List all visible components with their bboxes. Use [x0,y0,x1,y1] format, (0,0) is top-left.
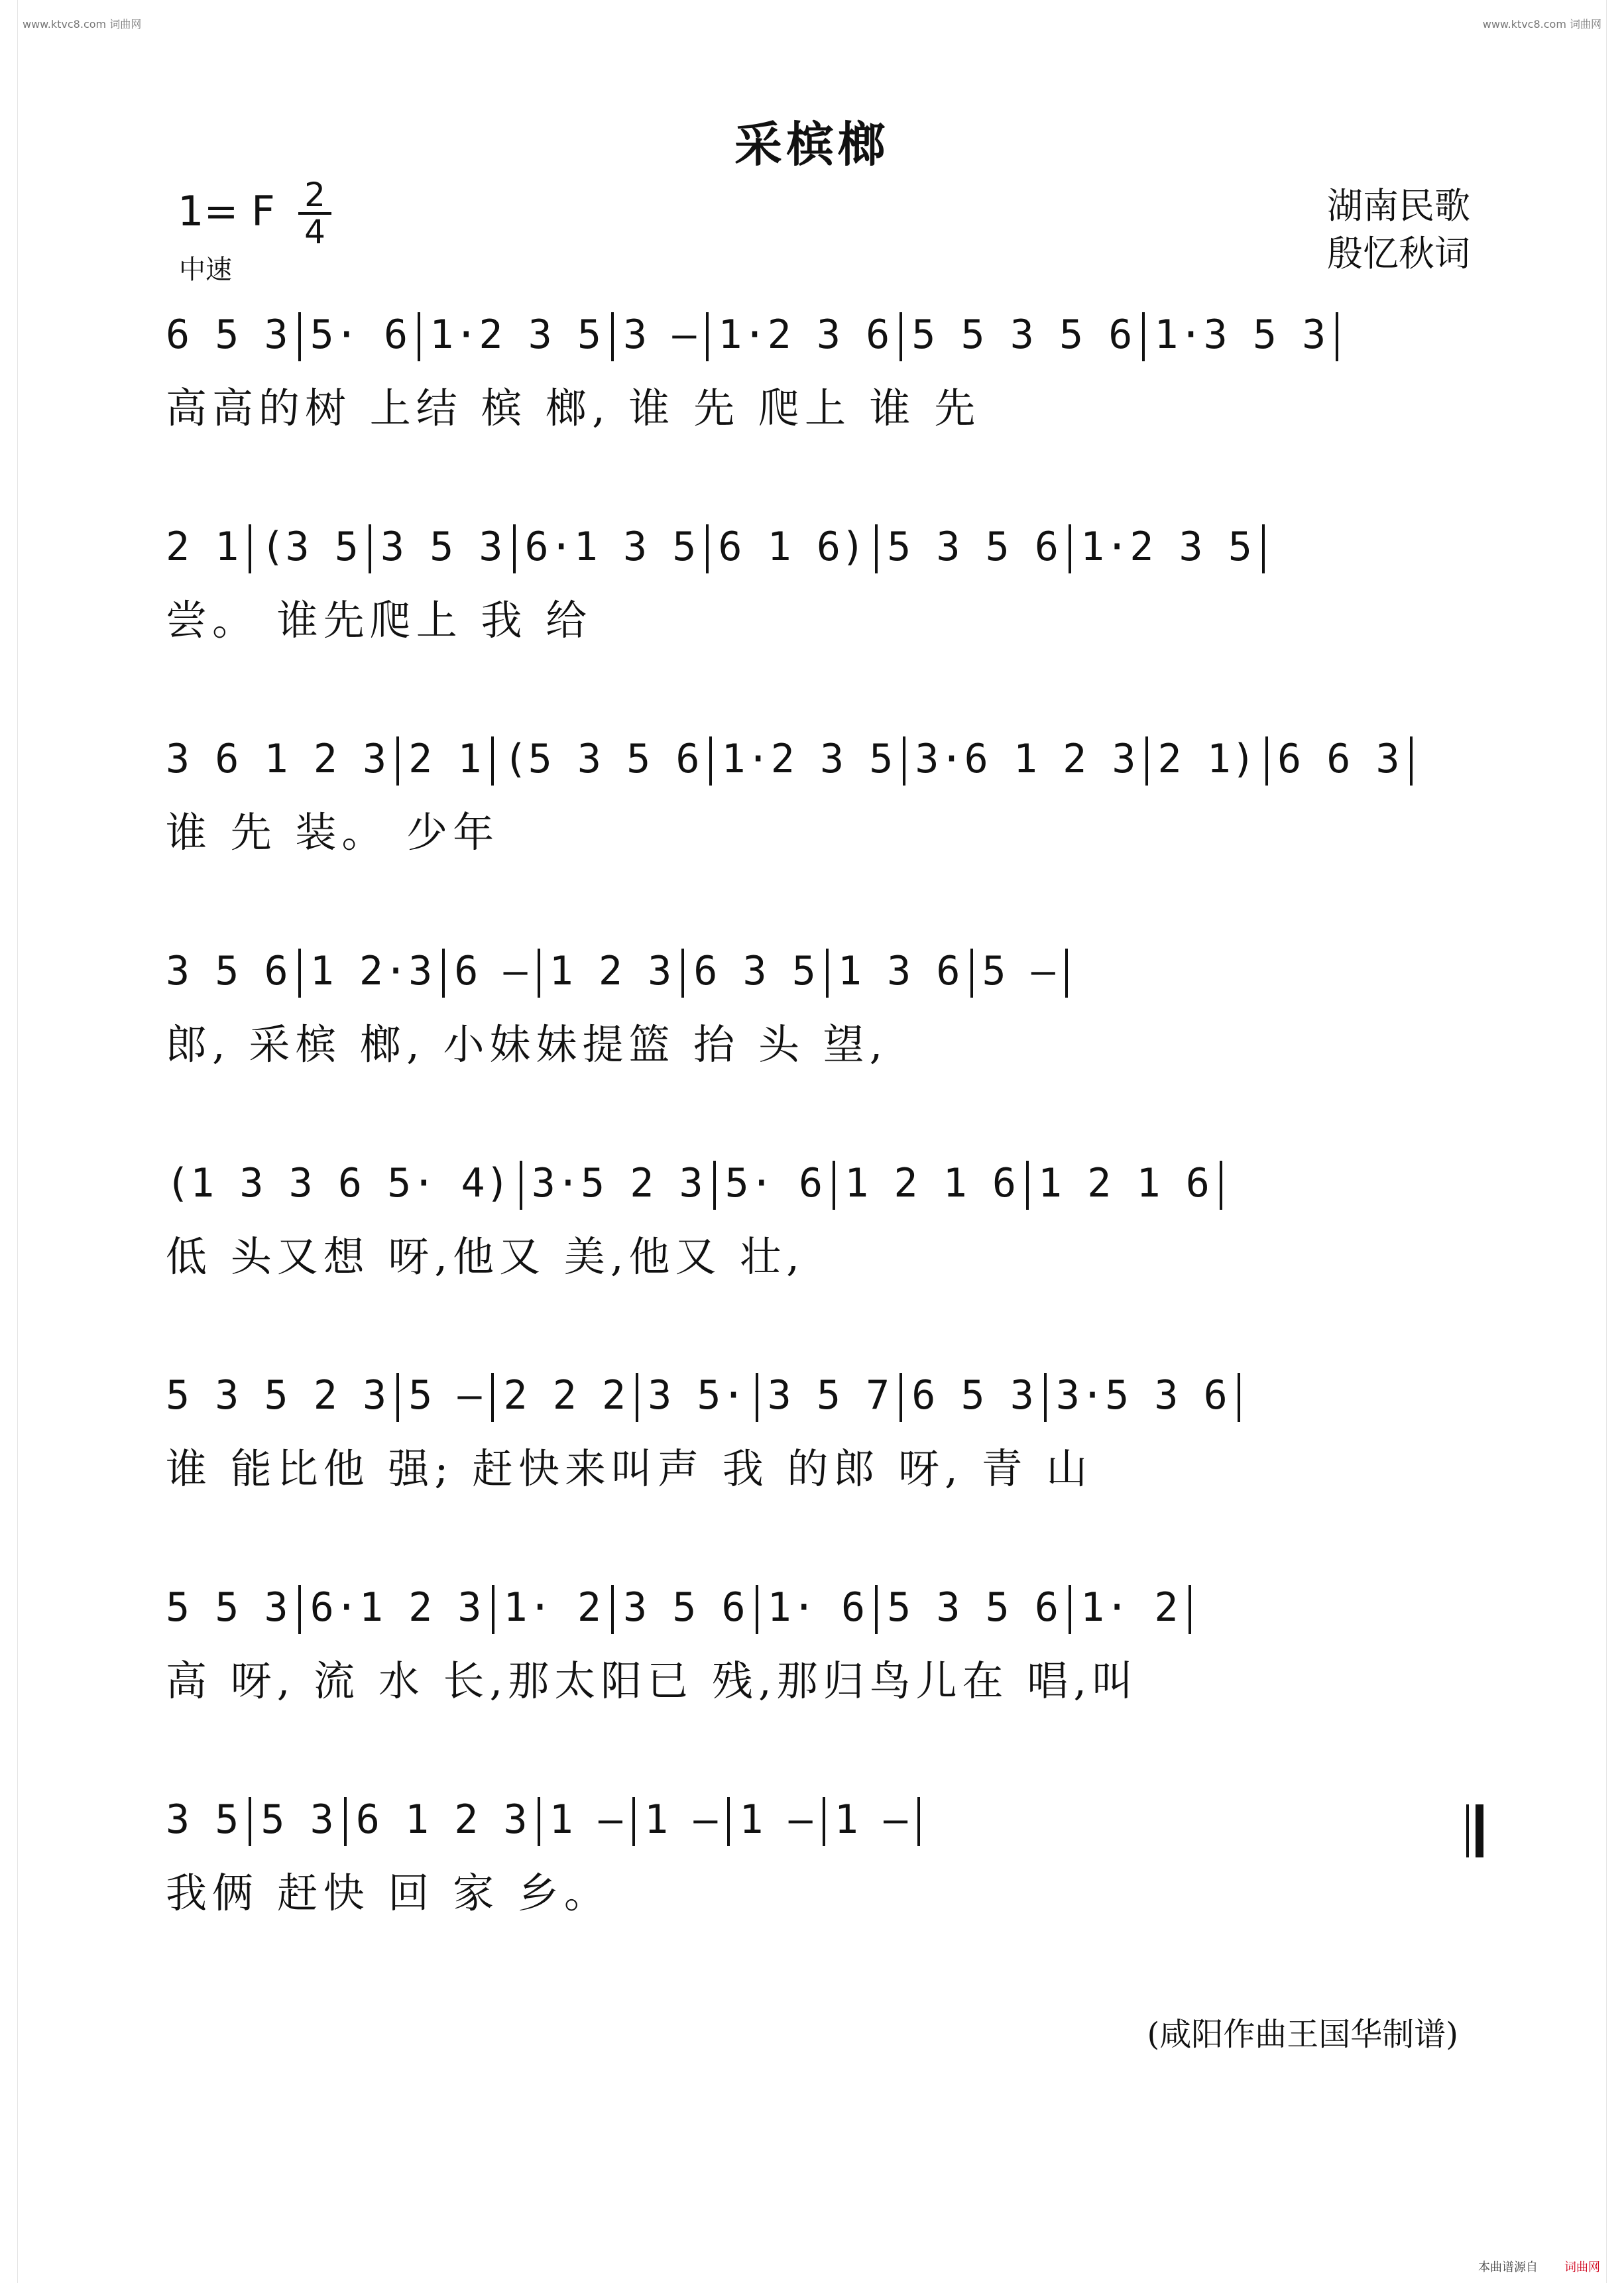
barline [492,1585,494,1634]
measure: 3 5· [648,1372,746,1419]
key-signature: 1= F [178,187,275,235]
time-signature [298,176,331,251]
measure: 3·5 3 6 [1055,1372,1228,1419]
barline [727,1797,730,1846]
time-signature-top: 2 [304,176,325,214]
transcriber-credit: (咸阳作曲王国华制谱) [1147,2016,1458,2053]
lyric-line: 低 头又想 呀,他又 美,他又 壮, [166,1232,805,1281]
barline [826,949,829,998]
measure: 5· 6 [725,1160,824,1206]
measure: 5 3 5 6 [887,1584,1059,1631]
music-system [166,703,1478,902]
measure: 5 5 3 5 6 [911,312,1133,358]
barline [491,1373,494,1422]
barline [1044,1373,1047,1422]
measure: 6 6 3 [1277,736,1401,782]
barline [611,312,614,361]
barline [903,736,905,786]
measure: 6 – [454,948,528,994]
music-system [166,1339,1478,1538]
barline [1069,1585,1071,1634]
barline [611,1585,614,1634]
watermark-top-right[interactable]: www.ktvc8.com 词曲网 [1482,18,1601,30]
measure: (5 3 5 6 [503,736,701,782]
measure: 6·1 2 3 [310,1584,483,1631]
measure: 1 – [549,1796,623,1843]
measure: 3 5 [166,1796,240,1843]
measure: 5· 6 [310,312,409,358]
barline [1026,1161,1029,1210]
barline [1262,524,1265,573]
measure: 5 5 3 [166,1584,289,1631]
measure: 1 3 6 [837,948,961,994]
watermark-bottom-source: 本曲谱源自 [1478,2260,1538,2274]
barline [1410,736,1413,786]
measure: 2 1 [408,736,483,782]
barline [917,1797,920,1846]
barline [709,736,712,786]
measure: 1 – [644,1796,719,1843]
lyric-line: 我俩 赶快 回 家 乡。 [166,1869,610,1917]
measure: 2 1 [166,524,240,570]
measure: 1 2 1 6 [1037,1160,1210,1206]
barline [369,524,371,573]
barline [538,949,540,998]
measure: 6 5 3 [166,312,289,358]
measure: 3 5 6 [623,1584,746,1631]
measure: 1· 2 [1080,1584,1179,1631]
barline [1142,312,1145,361]
measure: 1·3 5 3 [1154,312,1327,358]
barline [636,1373,638,1422]
barline [1220,1161,1222,1210]
lyric-line: 郎, 采槟 榔, 小妹妹提篮 抬 头 望, [166,1020,888,1069]
barline [756,1585,758,1634]
lyric-line: 谁 能比他 强; 赶快来叫声 我 的郎 呀, 青 山 [166,1444,1093,1493]
tempo-marking: 中速 [179,255,232,285]
music-system [166,491,1478,689]
left-margin-strip [0,0,18,2283]
measure: 1· 2 [503,1584,602,1631]
barline [418,312,420,361]
notation-line [166,736,1478,809]
measure: 1·2 3 5 [1080,524,1253,570]
lyric-line: 谁 先 装。 少年 [166,808,500,856]
measure: 3 5 7 [767,1372,891,1419]
barline [713,1161,716,1210]
barline [396,736,399,786]
time-signature-bottom: 4 [304,213,325,251]
measure: 1 – [739,1796,813,1843]
barline [875,1585,878,1634]
origin-credit: 湖南民歌 [1327,185,1470,227]
lyricist-credit: 殷忆秋词 [1327,233,1470,274]
measure: 5 3 5 2 3 [166,1372,388,1419]
barline [298,1585,301,1634]
measure: 3·6 1 2 3 [915,736,1137,782]
barline [681,949,684,998]
measure: 3 – [623,312,697,358]
barline [632,1797,635,1846]
measure: 6 5 3 [911,1372,1035,1419]
measure: 1 2 1 6 [844,1160,1017,1206]
barline [491,736,494,786]
music-system [166,1763,1478,1962]
lyric-line: 高高的树 上结 槟 榔, 谁 先 爬上 谁 先 [166,384,981,432]
barline [1189,1585,1191,1634]
music-system [166,1551,1478,1750]
measure: 1· 6 [767,1584,866,1631]
barline [899,312,902,361]
measure: 3 5 6 [166,948,289,994]
music-system [166,278,1478,477]
barline [520,1161,522,1210]
barline [706,312,709,361]
barline [970,949,973,998]
music-system [166,915,1478,1114]
measure: 5 – [408,1372,483,1419]
measure: 1 – [834,1796,909,1843]
lyric-line: 尝。 谁先爬上 我 给 [166,596,593,644]
barline [1145,736,1148,786]
notation-line [166,312,1478,384]
measure: 6·1 3 5 [524,524,697,570]
measure: 5 3 [261,1796,335,1843]
music-system [166,1127,1478,1326]
measure: 1·2 3 5 [430,312,602,358]
barline [823,1797,825,1846]
measure: 1·2 3 6 [718,312,891,358]
measure: (1 3 3 6 5· 4) [166,1160,510,1206]
barline [756,1373,758,1422]
barline [249,1797,251,1846]
barline [706,524,709,573]
notation-line [166,524,1478,597]
barline [298,949,301,998]
measure: 5 3 5 6 [887,524,1059,570]
lyric-line: 高 呀, 流 水 长,那太阳已 残,那归鸟儿在 唱,叫 [166,1657,1139,1705]
notation-line [166,1372,1478,1445]
final-barline [1466,1804,1478,1857]
measure: 2 2 2 [503,1372,627,1419]
barline [513,524,516,573]
measure: 1·2 3 5 [721,736,894,782]
barline [899,1373,902,1422]
barline [1065,949,1068,998]
notation-line [166,1160,1478,1233]
barline [875,524,878,573]
barline [298,312,301,361]
watermark-top-left[interactable]: www.ktvc8.com 词曲网 [23,18,142,30]
barline [1238,1373,1240,1422]
measure: 1 2·3 [310,948,434,994]
measure: 6 1 6) [718,524,866,570]
measure: 3 5 3 [380,524,504,570]
barline [396,1373,399,1422]
barline [442,949,445,998]
barline [833,1161,835,1210]
watermark-bottom-site[interactable]: 词曲网 [1564,2260,1600,2274]
measure: (3 5 [261,524,359,570]
song-title: 采槟榔 [734,116,890,172]
notation-line [166,1584,1478,1657]
notation-line [166,1796,1478,1869]
measure: 2 1) [1157,736,1256,782]
right-margin-strip [1606,0,1624,2283]
measure: 6 3 5 [693,948,817,994]
measure: 5 – [982,948,1056,994]
barline [344,1797,347,1846]
barline [1336,312,1338,361]
barline [1265,736,1268,786]
barline [249,524,251,573]
measure: 6 1 2 3 [355,1796,528,1843]
measure: 3 6 1 2 3 [166,736,388,782]
barline [538,1797,540,1846]
barline [1069,524,1071,573]
measure: 1 2 3 [549,948,673,994]
measure: 3·5 2 3 [531,1160,704,1206]
notation-line [166,948,1478,1021]
